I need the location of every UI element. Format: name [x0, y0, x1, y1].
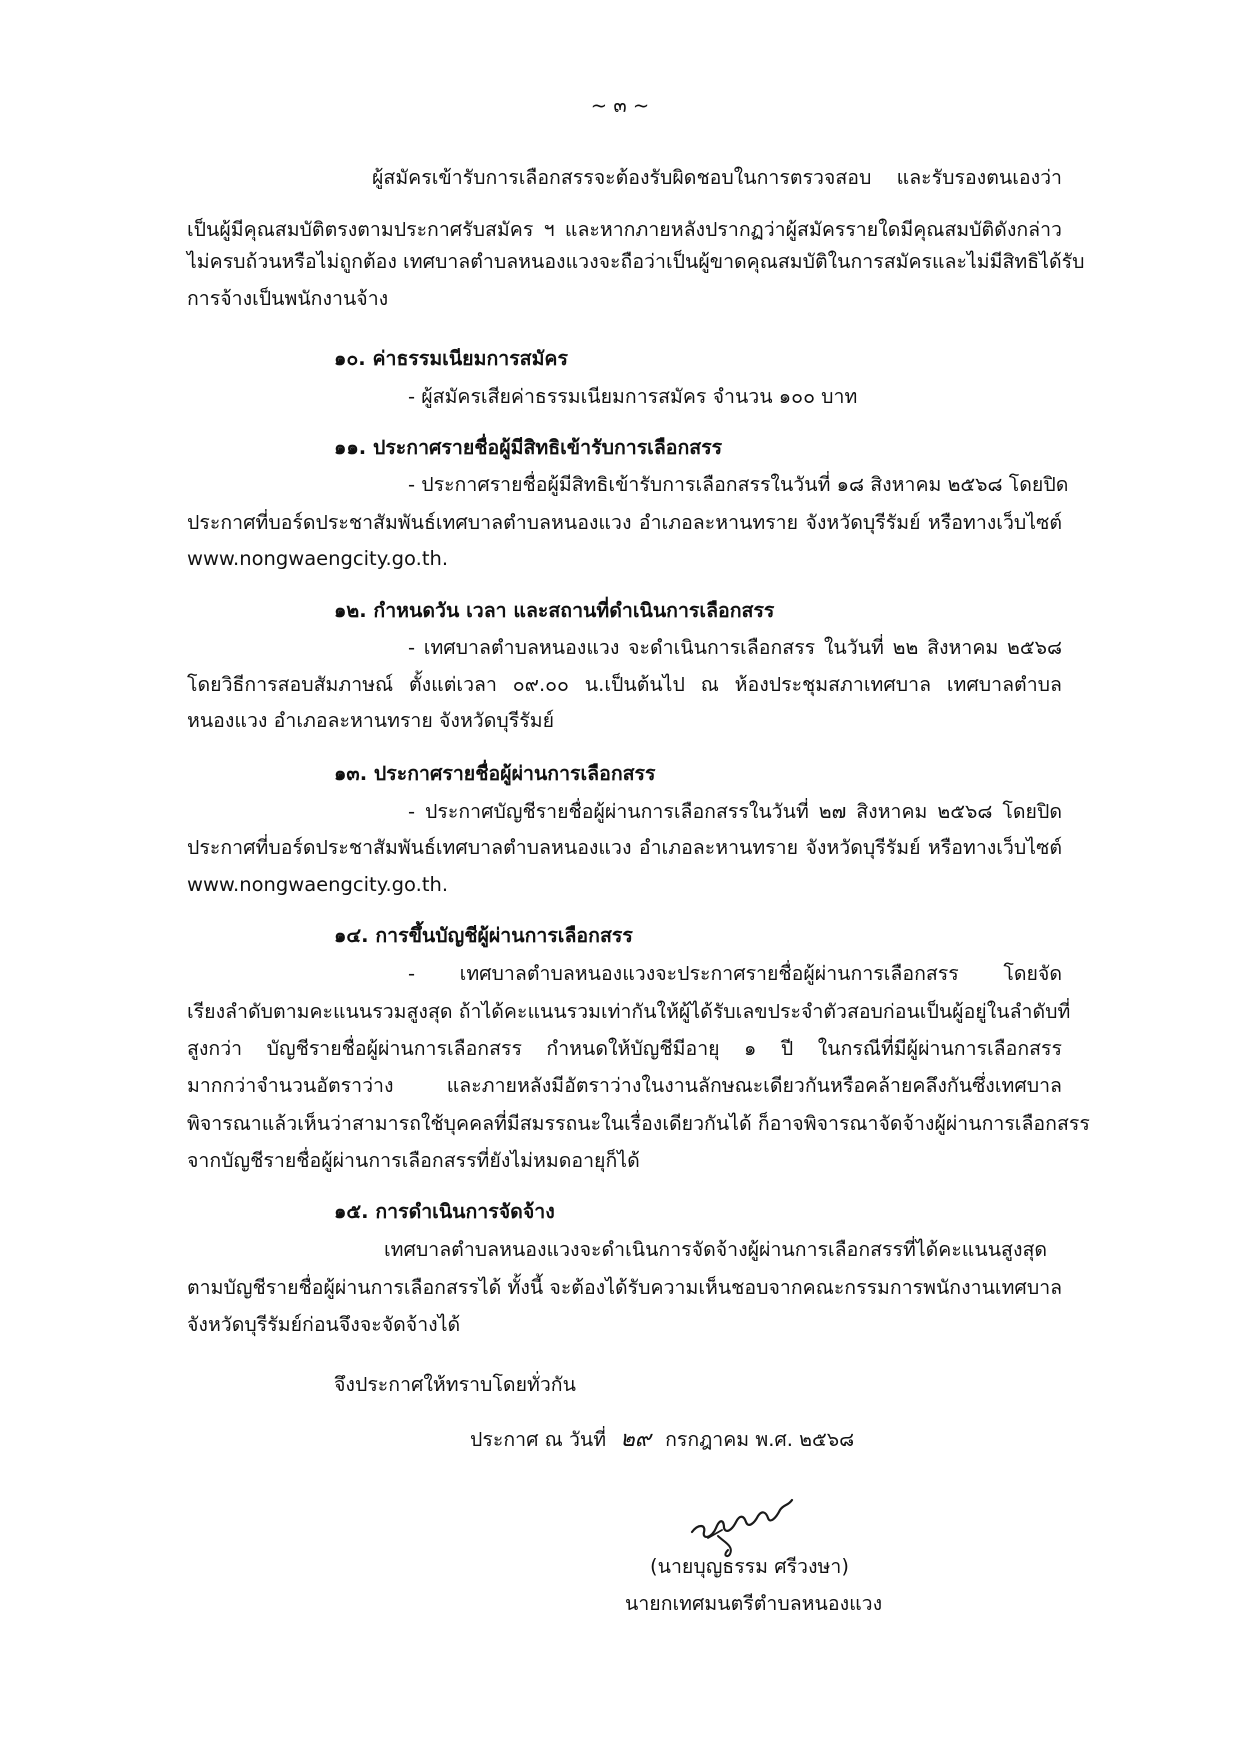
- section-11-heading: ๑๑. ประกาศรายชื่อผู้มีสิทธิเข้ารับการเลือกสรร: [334, 436, 723, 459]
- intro-line-2: เป็นผู้มีคุณสมบัติตรงตามประกาศรับสมัคร ฯ และหากภายหลังปรากฏว่าผู้สมัครรายใดมีคุณสมบัติดังกล่าว: [187, 218, 1062, 241]
- section-14-line-3: สูงกว่า บัญชีรายชื่อผู้ผ่านการเลือกสรร กำหนดให้บัญชีมีอายุ ๑ ปี ในกรณีที่มีผู้ผ่านการเลือกสรร: [187, 1037, 1062, 1060]
- section-13-line-1: - ประกาศบัญชีรายชื่อผู้ผ่านการเลือกสรรในวันที่ ๒๗ สิงหาคม ๒๕๖๘ โดยปิด: [408, 800, 1062, 823]
- section-11-line-3: www.nongwaengcity.go.th.: [187, 547, 449, 570]
- intro-line-3: ไม่ครบถ้วนหรือไม่ถูกต้อง เทศบาลตำบลหนองแวงจะถือว่าเป็นผู้ขาดคุณสมบัติในการสมัครและไม่มีสิทธิได้รับ: [187, 250, 1085, 273]
- section-10-line-1: - ผู้สมัครเสียค่าธรรมเนียมการสมัคร จำนวน ๑๐๐ บาท: [408, 385, 858, 408]
- section-13-line-3: www.nongwaengcity.go.th.: [187, 873, 449, 896]
- section-13-heading: ๑๓. ประกาศรายชื่อผู้ผ่านการเลือกสรร: [334, 762, 656, 785]
- closing-text: จึงประกาศให้ทราบโดยทั่วกัน: [334, 1373, 576, 1396]
- date-suffix: กรกฎาคม พ.ศ. ๒๕๖๘: [665, 1428, 855, 1451]
- section-12-line-2: โดยวิธีการสอบสัมภาษณ์ ตั้งแต่เวลา ๐๙.๐๐ น.เป็นต้นไป ณ ห้องประชุมสภาเทศบาล เทศบาลตำบล: [187, 673, 1062, 696]
- section-13-line-2: ประกาศที่บอร์ดประชาสัมพันธ์เทศบาลตำบลหนองแวง อำเภอละหานทราย จังหวัดบุรีรัมย์ หรือทางเว็บไซต์: [187, 836, 1062, 859]
- section-14-line-4: มากกว่าจำนวนอัตราว่าง และภายหลังมีอัตราว่างในงานลักษณะเดียวกันหรือคล้ายคลึงกันซึ่งเทศบาล: [187, 1074, 1062, 1097]
- page-number: ~ ๓ ~: [590, 94, 650, 117]
- section-12-heading: ๑๒. กำหนดวัน เวลา และสถานที่ดำเนินการเลือกสรร: [334, 599, 775, 622]
- section-11-line-2: ประกาศที่บอร์ดประชาสัมพันธ์เทศบาลตำบลหนองแวง อำเภอละหานทราย จังหวัดบุรีรัมย์ หรือทางเว็บไซต์: [187, 511, 1062, 534]
- section-12-line-1: - เทศบาลตำบลหนองแวง จะดำเนินการเลือกสรร ในวันที่ ๒๒ สิงหาคม ๒๕๖๘: [408, 636, 1062, 659]
- date-prefix: ประกาศ ณ วันที่: [470, 1428, 607, 1451]
- signature-mark: [688, 1488, 806, 1558]
- intro-line-1: ผู้สมัครเข้ารับการเลือกสรรจะต้องรับผิดชอบในการตรวจสอบ และรับรองตนเองว่า: [372, 166, 1062, 189]
- section-14-line-2: เรียงลำดับตามคะแนนรวมสูงสุด ถ้าได้คะแนนรวมเท่ากันให้ผู้ได้รับเลขประจำตัวสอบก่อนเป็นผู้อยู่ในลำดับที่: [187, 1000, 1071, 1023]
- section-15-heading: ๑๕. การดำเนินการจัดจ้าง: [334, 1200, 555, 1223]
- section-10-heading: ๑๐. ค่าธรรมเนียมการสมัคร: [334, 347, 568, 370]
- section-14-line-1: - เทศบาลตำบลหนองแวงจะประกาศรายชื่อผู้ผ่านการเลือกสรร โดยจัด: [408, 962, 1062, 985]
- section-11-line-1: - ประกาศรายชื่อผู้มีสิทธิเข้ารับการเลือกสรรในวันที่ ๑๘ สิงหาคม ๒๕๖๘ โดยปิด: [408, 473, 1069, 496]
- section-15-line-2: ตามบัญชีรายชื่อผู้ผ่านการเลือกสรรได้ ทั้งนี้ จะต้องได้รับความเห็นชอบจากคณะกรรมการพนักงานเทศบาล: [187, 1276, 1063, 1299]
- signatory-name: (นายบุญธรรม ศรีวงษา): [650, 1555, 849, 1578]
- section-14-line-5: พิจารณาแล้วเห็นว่าสามารถใช้บุคคลที่มีสมรรถนะในเรื่องเดียวกันได้ ก็อาจพิจารณาจัดจ้างผู้ผ่านการเลือกสรร: [187, 1112, 1090, 1135]
- section-14-line-6: จากบัญชีรายชื่อผู้ผ่านการเลือกสรรที่ยังไม่หมดอายุก็ได้: [187, 1149, 640, 1172]
- date-day: ๒๙: [620, 1427, 651, 1452]
- announcement-date: [470, 1426, 854, 1454]
- intro-line-4: การจ้างเป็นพนักงานจ้าง: [187, 287, 389, 310]
- signatory-position: นายกเทศมนตรีตำบลหนองแวง: [625, 1592, 883, 1615]
- section-15-line-1: เทศบาลตำบลหนองแวงจะดำเนินการจัดจ้างผู้ผ่านการเลือกสรรที่ได้คะแนนสูงสุด: [384, 1238, 1048, 1261]
- section-15-line-3: จังหวัดบุรีรัมย์ก่อนจึงจะจัดจ้างได้: [187, 1313, 461, 1336]
- section-14-heading: ๑๔. การขึ้นบัญชีผู้ผ่านการเลือกสรร: [334, 924, 633, 947]
- section-12-line-3: หนองแวง อำเภอละหานทราย จังหวัดบุรีรัมย์: [187, 709, 555, 732]
